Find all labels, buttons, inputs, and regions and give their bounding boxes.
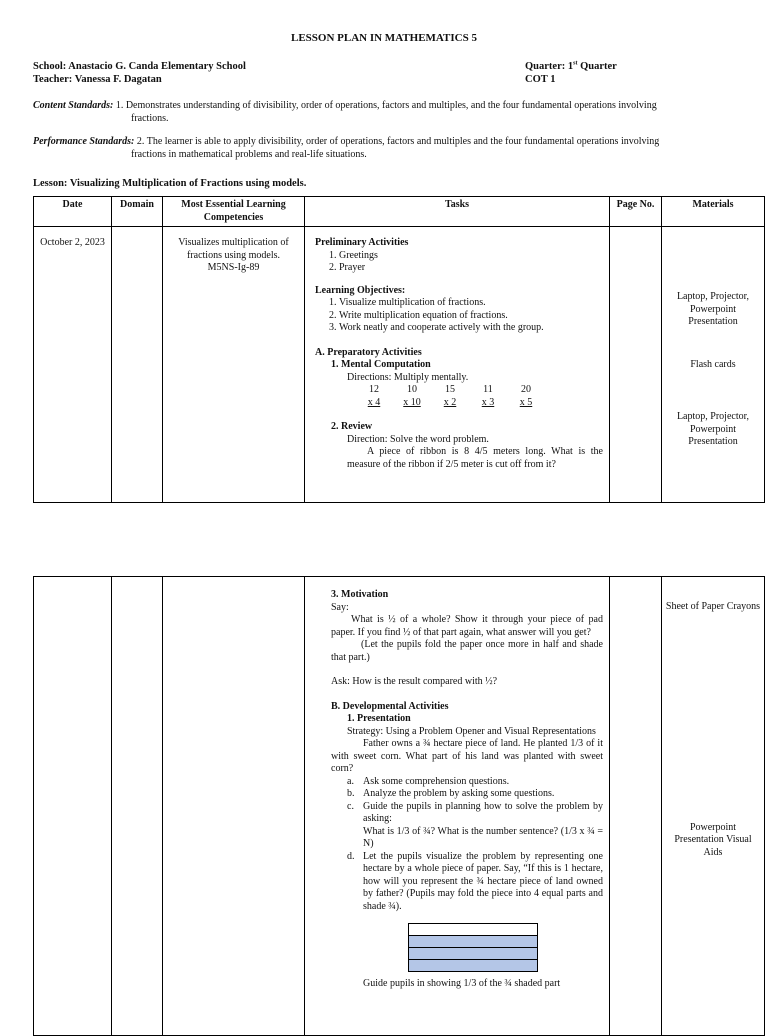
date-cell [34,577,112,1036]
list-item: 3. Work neatly and cooperate actively with the group. [339,322,603,335]
performance-standards: Performance Standards: 2. The learner is able to apply divisibility, order of operations, factors and multiples and the four fundamental operations involving fractions in mathematical problems and real-life situations. [33,136,660,160]
multiply-top-row: 12 10 15 11 20 [369,384,531,395]
table-header-row [34,197,765,227]
content-standards: Content Standards: 1. Demonstrates understanding of divisibility, order of operations, factors and multiples, and the four fundamental operations involving fractions. [33,100,657,124]
say-text: What is ½ of a whole? Show it through your piece of pad paper. If you find ½ of that part again, what answer will you get? [331,614,603,638]
domain-cell [112,227,163,503]
multiply-bottom-row: x 4 x 10 x 2 x 3 x 5 [367,396,533,408]
header-competencies: Most Essential Learning Competencies [163,197,305,227]
lesson-table-2 [33,576,765,1036]
fraction-part [409,948,537,960]
materials-laptop: Laptop, Projector, Powerpoint Presentation [676,291,750,327]
review-direction: Direction: Solve the word problem. [347,433,489,445]
list-item: 2. Prayer [339,262,603,275]
materials-paper-crayons: Sheet of Paper Crayons [665,601,761,612]
strategy-text: Strategy: Using a Problem Opener and Visual Representations [347,725,596,737]
list-item: 1. Visualize multiplication of fractions. [339,297,603,310]
ask-text: Ask: How is the result compared with ½? [331,676,498,687]
motivation-title: 3. Motivation [331,589,389,600]
fraction-part [409,936,537,948]
let-text: (Let the pupils fold the paper once more in half and shade that part.) [331,639,603,663]
school-name: School: Anastacio G. Canda Elementary School [33,61,246,72]
competency-code: M5NS-Ig-89 [207,262,260,273]
list-item: What is 1/3 of ¾? What is the number sentence? (1/3 x ¾ = N) [363,825,603,849]
header-domain: Domain [112,197,163,227]
section-b-title: B. Developmental Activities [331,700,449,712]
teacher-name: Teacher: Vanessa F. Dagatan [33,74,162,85]
list-item: b. Analyze the problem by asking some questions. [347,788,555,799]
problem-text: Father owns a ¾ hectare piece of land. He planted 1/3 of it with sweet corn. What part of his land was planted with sweet corn? [331,738,603,774]
list-item: c. Guide the pupils in planning how to solve the problem by asking: [347,800,603,824]
quarter: Quarter: 1st Quarter [525,60,617,72]
table-row [34,577,765,1036]
mental-computation-title: 1. Mental Computation [331,359,431,370]
cut-text: Guide pupils in showing 1/3 of the ¾ shaded part [363,978,561,989]
review-title: 2. Review [331,421,373,432]
list-item: 1. Greetings [339,250,603,263]
competency-text: Visualizes multiplication of fractions using models. [178,237,289,261]
header-materials: Materials [662,197,765,227]
list-item: a. Ask some comprehension questions. [347,775,510,787]
header-date: Date [34,197,112,227]
materials-cell [662,577,765,1036]
competency-cell [163,577,305,1036]
presentation-title: 1. Presentation [347,713,411,724]
fraction-part [409,924,537,936]
materials-cell [662,227,765,503]
say-label: Say: [331,601,349,613]
lesson-title: Lesson: Visualizing Multiplication of Fractions using models. [33,178,307,189]
materials-flash-cards: Flash cards [690,358,736,370]
page-no-cell [610,227,662,503]
fraction-part [409,960,537,971]
header-tasks: Tasks [305,197,610,227]
page-no-cell [610,577,662,1036]
date-cell: October 2, 2023 [34,227,112,503]
domain-cell [112,577,163,1036]
section-a-title: A. Preparatory Activities [315,346,422,358]
steps-list [331,776,603,914]
table-row [34,227,765,503]
materials-powerpoint-visual: Powerpoint Presentation Visual Aids [674,821,752,858]
mental-directions: Directions: Multiply mentally. [347,371,469,383]
preliminary-title: Preliminary Activities [315,237,409,248]
lesson-table-1 [33,196,765,503]
fraction-model [408,923,538,972]
list-item: 2. Write multiplication equation of fractions. [339,310,603,323]
tasks-cell [305,577,610,1036]
header-page-no: Page No. [610,197,662,227]
page-title: LESSON PLAN IN MATHEMATICS 5 [290,32,477,44]
review-problem: A piece of ribbon is 8 4/5 meters long. What is the measure of the ribbon if 2/5 meter is cut off from it? [347,446,603,470]
materials-laptop-2: Laptop, Projector, Powerpoint Presentation [676,411,750,447]
objectives-title: Learning Objectives: [315,284,406,296]
list-item: d. Let the pupils visualize the problem by representing one hectare by a whole piece of paper. Say, “If this is 1 hectare, how will you represent the ¾ hectare piece of land owned by father? (Pupils may fold the piece into 4 equal parts and shade ¾). [347,850,603,912]
cot-label: COT 1 [525,74,556,85]
tasks-cell [305,227,610,503]
competency-cell [163,227,305,503]
